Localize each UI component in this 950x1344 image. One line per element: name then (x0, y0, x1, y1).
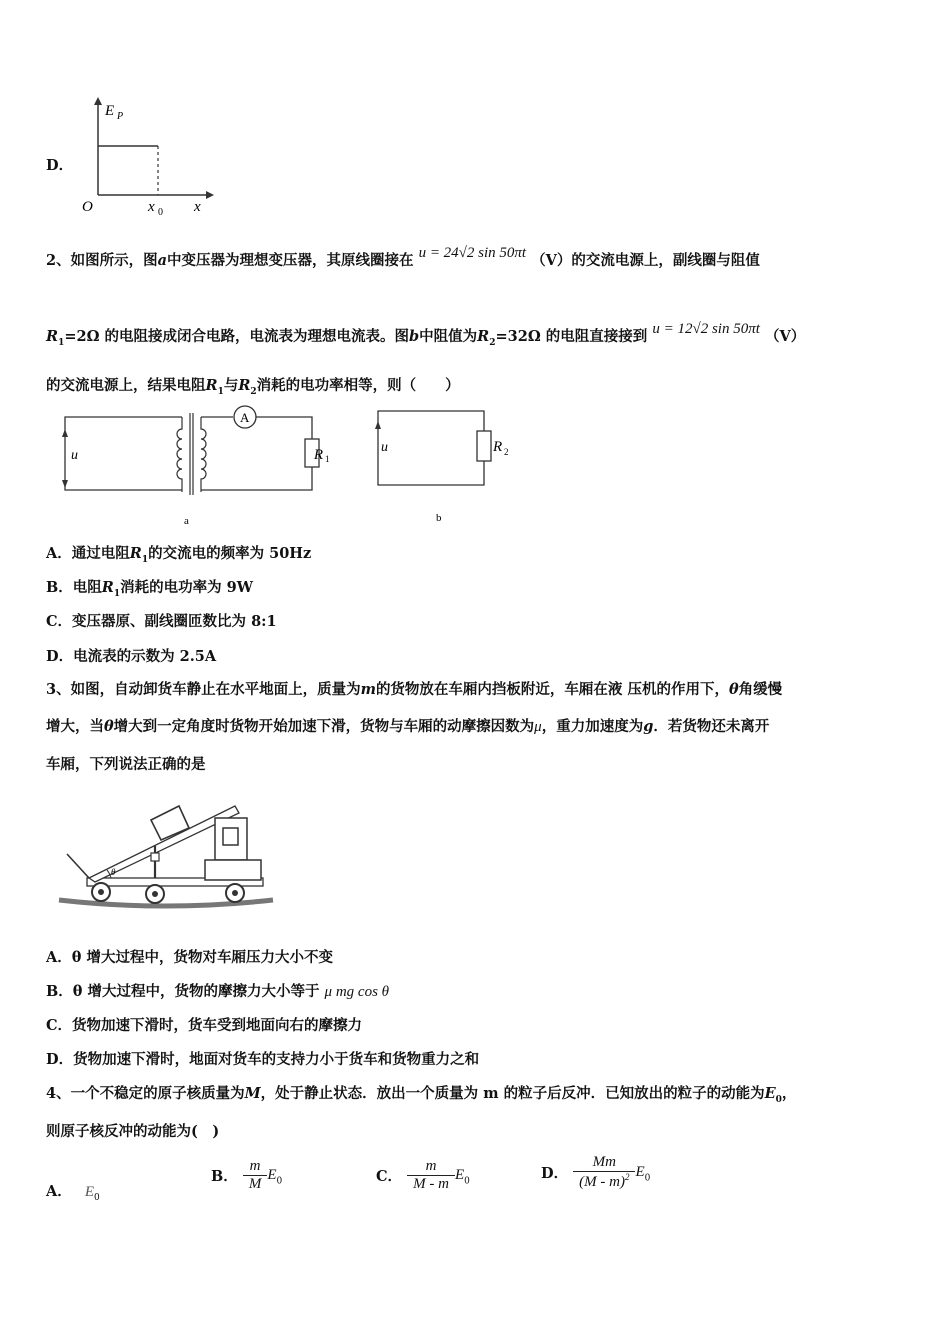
dump-truck-figure (55, 778, 280, 918)
ep-x-graph (76, 95, 216, 220)
graph-origin: O (82, 199, 93, 215)
svg-text:A: A (240, 410, 250, 425)
q4-option-a: A． $E_0$ (46, 1183, 100, 1203)
q4-line1: 4、一个不稳定的原子核质量为M，处于静止状态．放出一个质量为 m 的粒子后反冲．已知放出的粒子的动能为$E_0$， (46, 1085, 797, 1105)
svg-text:a: a (184, 515, 189, 527)
q3-option-b-formula: μ mg cos θ (324, 984, 390, 1000)
graph-y-sub: P (117, 111, 124, 122)
q2-option-b: B．电阻$R_1$消耗的电功率为 9W (46, 579, 254, 599)
q2-formula-2: u = 12√2 sin 50πt (652, 321, 760, 337)
svg-text:u: u (381, 440, 388, 455)
q2-option-d: D．电流表的示数为 2.5A (46, 648, 217, 665)
q3-line1: 3、如图，自动卸货车静止在水平地面上，质量为m的货物放在车厢内挡板附近，车厢在液 压机的作用下，θ角缓慢 (46, 681, 783, 698)
q2-formula-1: u = 24√2 sin 50πt (418, 245, 527, 261)
svg-text:R: R (493, 439, 503, 455)
q2-line3: 的交流电源上，结果电阻$R_1$与$R_2$消耗的电功率相等，则（ ） (46, 377, 460, 397)
q3-option-d: D．货物加速下滑时，地面对货车的支持力小于货车和货物重力之和 (46, 1051, 480, 1068)
q2-line1: 2、如图所示，图a中变压器为理想变压器，其原线圈接在 u = 24√2 sin 50πt （V）的交流电源上，副线圈与阻值 (46, 245, 760, 269)
q3-line3: 车厢，下列说法正确的是 (46, 756, 206, 773)
q2-option-a: A．通过电阻$R_1$的交流电的频率为 50Hz (46, 545, 312, 565)
graph-x0: x (148, 199, 155, 215)
q4-option-d: D． $\frac{Mm}{(M - m)^2}$ $E_0$ (541, 1154, 651, 1190)
circuit-figure-a (50, 405, 330, 530)
q3-line2: 增大，当θ增大到一定角度时货物开始加速下滑，货物与车厢的动摩擦因数为μ，重力加速度为g．若货物还未离开 (46, 718, 770, 735)
svg-text:b: b (436, 512, 442, 524)
svg-text:1: 1 (325, 454, 330, 464)
graph-y-label: E (105, 103, 115, 119)
q4-option-b: B． $\frac{m}{M}$ $E_0$ (211, 1158, 283, 1192)
resistor-r2-icon (477, 431, 491, 461)
graph-x-label: x (194, 199, 201, 215)
q1-option-d-label: D． (46, 157, 74, 174)
svg-text:R: R (313, 447, 323, 463)
q2-line2: $R_1=2\Omega$ 的电阻接成闭合电路，电流表为理想电流表。图b中阻值为$R_2=32\Omega$ 的电阻直接接到 u = 12√2 sin 50πt （V） (46, 321, 806, 348)
graph-x0-sub: 0 (158, 207, 163, 218)
q3-option-c: C．货物加速下滑时，货车受到地面向右的摩擦力 (46, 1017, 363, 1034)
svg-text:θ: θ (111, 867, 116, 877)
q3-option-a: A．θ 增大过程中，货物对车厢压力大小不变 (46, 949, 333, 966)
svg-text:u: u (71, 448, 78, 463)
svg-text:2: 2 (504, 447, 509, 457)
q2-option-c: C．变压器原、副线圈匝数比为 8:1 (46, 613, 277, 630)
q3-option-b: B．θ 增大过程中，货物的摩擦力大小等于 μ mg cos θ (46, 983, 390, 1000)
q4-line2: 则原子核反冲的动能为( ) (46, 1123, 220, 1140)
q4-option-c: C． $\frac{m}{M - m}$ $E_0$ (376, 1158, 470, 1192)
circuit-figure-b (372, 405, 522, 530)
